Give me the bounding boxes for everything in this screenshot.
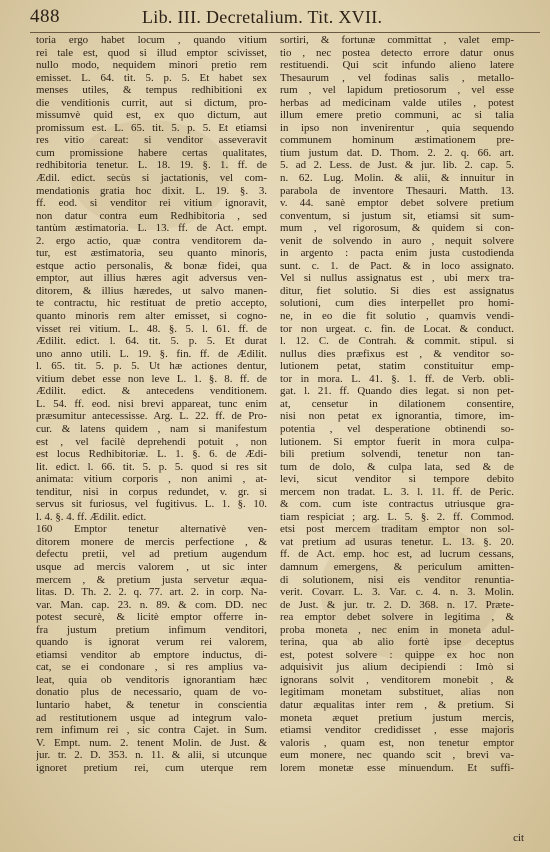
text-line: est , vel facilè deprehendi potuit , non <box>36 435 267 448</box>
text-line: gat. l. 21. ff. Quando dies legat. si non pet- <box>280 385 514 398</box>
text-line: est locus Redhibitoriæ. L. 1. §. 6. de Ædi- <box>36 448 267 461</box>
text-line: lutionem. Si emptor fuerit in mora culpa- <box>280 435 514 448</box>
text-line: visset rei vitium. L. 48. §. 5. l. 61. ff. de <box>36 322 267 335</box>
text-line: fra justum pretium infimum venditori, <box>36 623 267 636</box>
text-line: lit. edict. l. 66. tit. 5. p. 5. quod si res sit <box>36 460 267 473</box>
text-line: eum monere, nec quando scit , brevi va- <box>280 749 514 762</box>
text-line: sortiri, & fortunæ committat , valet emp- <box>280 34 514 46</box>
text-line: tum de dolo, & culpa lata, sed & de <box>280 460 514 473</box>
text-line: tio , nec postea detecto errore datur onus <box>280 46 514 59</box>
text-line: cum promissione habere certas qualitates, <box>36 146 267 159</box>
text-line: potentia , vel desperatione obtinendi so- <box>280 422 514 435</box>
text-line: tium justum dat. D. Thom. 2. 2. q. 66. art. <box>280 146 514 159</box>
text-line: quanto minoris rem alter emisset, si cogno- <box>36 310 267 323</box>
text-line: bili pretium solvendi, tenetur non tan- <box>280 448 514 461</box>
text-line: tantùm æstimatoria. L. 13. ff. de Act. empt. <box>36 222 267 235</box>
text-line: ad restitutionem usque ad integrum valo- <box>36 711 267 724</box>
text-line: var. Man. cap. 23. n. 89. & com. DD. nec <box>36 598 267 611</box>
text-line: conventum, si justum sit, etiamsi sit sum- <box>280 209 514 222</box>
text-line: rem infimum rei , sic contra Cajet. in Sum. <box>36 724 267 737</box>
text-line: præsumitur antecessisse. Arg. L. 22. ff. de Pro- <box>36 410 267 423</box>
text-line: ne, in eo die fit solutio , quamvis vendi- <box>280 310 514 323</box>
text-line: di solutionem, nisi eis venditor renuntia- <box>280 573 514 586</box>
text-line: L. 54. ff. eod. nisi brevi appareat, tunc enim <box>36 397 267 410</box>
text-line: uno anno utili. L. 19. §. fin. ff. de Ædilit. <box>36 347 267 360</box>
text-line: 5. ad 2. Less. de Just. & jur. lib. 2. cap. 5. <box>280 159 514 172</box>
text-line: l. 12. C. de Contrah. & commit. stipul. si <box>280 335 514 348</box>
text-line: moneta æquet pretium justum mercis, <box>280 711 514 724</box>
text-line: mercem non tradat. L. 3. l. 11. ff. de Peric. <box>280 485 514 498</box>
text-line: terina, qua ab alio fortè ipse deceptus <box>280 636 514 649</box>
text-line: legitimam monetam substituet, alias non <box>280 686 514 699</box>
text-line: & com. cum iste contractus utriusque gra- <box>280 498 514 511</box>
text-line: ignoret pretium rei, cum uterque rem <box>36 761 267 774</box>
text-line: ff. eod. si venditor rei vitium ignoravit, <box>36 197 267 210</box>
text-line: mendationis gratia hoc dixit. L. 19. §. 3. <box>36 184 267 197</box>
text-line: at, censetur in dilationem consentire, <box>280 397 514 410</box>
text-line: in ipso non invenirentur , quia sequendo <box>280 121 514 134</box>
text-line: rei tale est, quod si illud emptor scivisset, <box>36 46 267 59</box>
text-line: est, potest solvere : quippe ex hoc non <box>280 648 514 661</box>
text-line: 160 Emptor tenetur alternativè ven- <box>36 523 267 536</box>
text-line: jur. tr. 2. D. 353. n. 11. & alii, si utcunque <box>36 749 267 762</box>
text-line: v. 44. sanè emptor debet solvere pretium <box>280 197 514 210</box>
text-line: nullus dies præfixus est , & venditor so- <box>280 347 514 360</box>
text-line: cur. & latens quidem , nam si manifestum <box>36 422 267 435</box>
text-line: te contractu, hic restituat de pretio accepto, <box>36 297 267 310</box>
text-line: parabola de inventore Thesauri. Matth. 13. <box>280 184 514 197</box>
text-line: nisi non petat ex ignorantia, timore, im- <box>280 410 514 423</box>
text-line: l. 4. §. 4. ff. Ædilit. edict. <box>36 510 147 523</box>
text-line: missumvè quid est, ex quo dictum, aut <box>36 109 267 122</box>
text-line: Thesaurum , vel fodinas salis , metallo- <box>280 71 514 84</box>
text-line: luntario habet, & tenetur in conscientia <box>36 698 267 711</box>
text-line: ditur, fiet solutio. Si dies est assignatus <box>280 284 514 297</box>
text-line: valoris , quam est, non tenetur emptor <box>280 736 514 749</box>
text-line: in argento : pacta enim justa custodienda <box>280 247 514 260</box>
text-line: communem hominum æstimationem pre- <box>280 134 514 147</box>
text-line: vat pretium ad usuras tenetur. L. 13. §. 20. <box>280 535 514 548</box>
text-line: adquisivit jus alium decipiendi : Imò si <box>280 661 514 674</box>
text-line: tiam respiciat ; arg. L. 5. §. 2. ff. Commod. <box>280 510 514 523</box>
text-line: Ædilit. edict. & antecedens venditionem. <box>36 385 267 398</box>
left-text-column <box>36 34 267 774</box>
text-line: servus sit furiosus, vel fugitivus. L. 1. §. 10. <box>36 498 267 511</box>
text-line: potest securè, & licitè emptor offerre in- <box>36 611 267 624</box>
text-line: etiamsi venditor credidisset , esse majoris <box>280 724 514 737</box>
text-line: levi, sicut venditor si tempore debito <box>280 473 514 486</box>
text-line: animata: vitium corporis , non animi , at- <box>36 473 267 486</box>
text-line: Vel si nullus assignatus est , ubi merx tra- <box>280 272 514 285</box>
text-line: non datur contra eum Redhibitoria , sed <box>36 209 267 222</box>
text-line: die venditionis currit, aut si dictum, pro- <box>36 96 267 109</box>
text-line: promissum est. L. 65. tit. 5. p. 5. Et etiamsi <box>36 121 267 134</box>
text-line: ditorem, & illius hæredes, ut salvo manen- <box>36 284 267 297</box>
text-line: V. Empt. num. 2. tenent Molin. de Just. & <box>36 736 267 749</box>
text-line: emisset. L. 64. tit. 5. p. 5. Et habet sex <box>36 71 267 84</box>
text-line: rea emptor debet solvere in legitima , & <box>280 611 514 624</box>
text-line: toria ergo habet locum , quando vitium <box>36 34 267 46</box>
page-header <box>30 6 540 33</box>
text-line: estque actio personalis, & bonæ fidei, qua <box>36 259 267 272</box>
text-line: lorem monetæ esse minuendum. Et suffi- <box>280 761 514 774</box>
text-line: ff. de Act. emp. hoc est, ad lucrum cessans, <box>280 548 514 561</box>
text-line: tur, est æstimatoria, seu quanto minoris, <box>36 247 267 260</box>
text-line: herbas ad medicinam valde utiles , potest <box>280 96 514 109</box>
page-number: 488 <box>30 6 60 27</box>
text-line: verit. Covarr. L. 3. Var. c. 4. n. 3. Molin. <box>280 586 514 599</box>
text-line: venit de solvendo in auro , nequit solvere <box>280 234 514 247</box>
text-line: redhibitoria tenetur. L. 18. 19. §. 1. ff. de <box>36 159 267 172</box>
text-line: litas. D. Th. 2. 2. q. 77. art. 2. in corp. Na- <box>36 586 267 599</box>
text-line: ignorans solvit , venditorem monebit , & <box>280 673 514 686</box>
text-line: solutioni, cum dies interpellet pro homi- <box>280 297 514 310</box>
text-line: mum , vel rigorosum, & quidem si con- <box>280 222 514 235</box>
text-line: menses utiles, & tempus redhibitioni ex <box>36 84 267 97</box>
text-line: lutionem petat, statim constituitur emp- <box>280 360 514 373</box>
text-line: Ædil. edict. secùs si jactationis, vel com- <box>36 172 267 185</box>
text-line: etsi post mercem traditam emptor non sol- <box>280 523 514 536</box>
text-line: etiamsi venditor ab emptore inductus, di- <box>36 648 267 661</box>
text-line: ditorem monere de mercis perfectione , & <box>36 535 267 548</box>
text-line: n. 62. Lug. Molin. & alii, & innuitur in <box>280 172 514 185</box>
text-line: de Just. & jur. tr. 2. D. 368. n. 17. Præte- <box>280 598 514 611</box>
text-line: l. 65. tit. 5. p. 5. Ut hæ actiones dentur, <box>36 360 267 373</box>
text-line: datur æqualitas inter rem , & pretium. Si <box>280 698 514 711</box>
text-line: defectu pretii, vel ad pretium augendum <box>36 548 267 561</box>
text-line: rum , vel lapidum pretiosorum , vel esse <box>280 84 514 97</box>
text-line: vitium debet esse non leve L. 1. §. 8. ff. de <box>36 372 267 385</box>
text-line: tor in mora. L. 41. §. 1. ff. de Verb. obli- <box>280 372 514 385</box>
text-line: res vitio careat: si venditor asseveravit <box>36 134 267 147</box>
text-line: tor non urgeat. c. fin. de Locat. & conduct. <box>280 322 514 335</box>
text-line: Ædilit. edict. l. 64. tit. 5. p. 5. Et durat <box>36 335 267 348</box>
text-line: damnum emergens, & periculum amitten- <box>280 560 514 573</box>
text-line: restituendi. Qui scit infundo alieno latere <box>280 59 514 72</box>
text-line: illum emere pretio communi, ac si talia <box>280 109 514 122</box>
text-line: cat, se ei condonare , si res amplius va- <box>36 661 267 674</box>
text-line: sunt. c. 1. de Pact. & in loco assignato. <box>280 259 514 272</box>
running-head: Lib. III. Decretalium. Tit. XVII. <box>142 7 383 27</box>
catchword: cit <box>513 832 524 844</box>
text-line: emptor, aut illius hæres agit adversus ven- <box>36 272 267 285</box>
text-line: proba moneta , nec enim in moneta adul- <box>280 623 514 636</box>
text-line: nullo modo, nequidem minori pretio rem <box>36 59 267 72</box>
right-text-column <box>280 34 514 774</box>
text-line: mercem , & pretium justa servetur æqua- <box>36 573 267 586</box>
text-line: leat, quia ob venditoris ignorantiam hæc <box>36 673 267 686</box>
text-line: 2. ergo actio, quæ contra venditorem da- <box>36 234 267 247</box>
text-line: donatio plus de necessario, quam de vo- <box>36 686 267 699</box>
text-line: usque ad mercis valorem , ut sic inter <box>36 560 267 573</box>
text-line: tenditur, nisi in corpus redundet, v. gr. si <box>36 485 267 498</box>
text-line: quando is ignorat verum rei valorem, <box>36 636 267 649</box>
